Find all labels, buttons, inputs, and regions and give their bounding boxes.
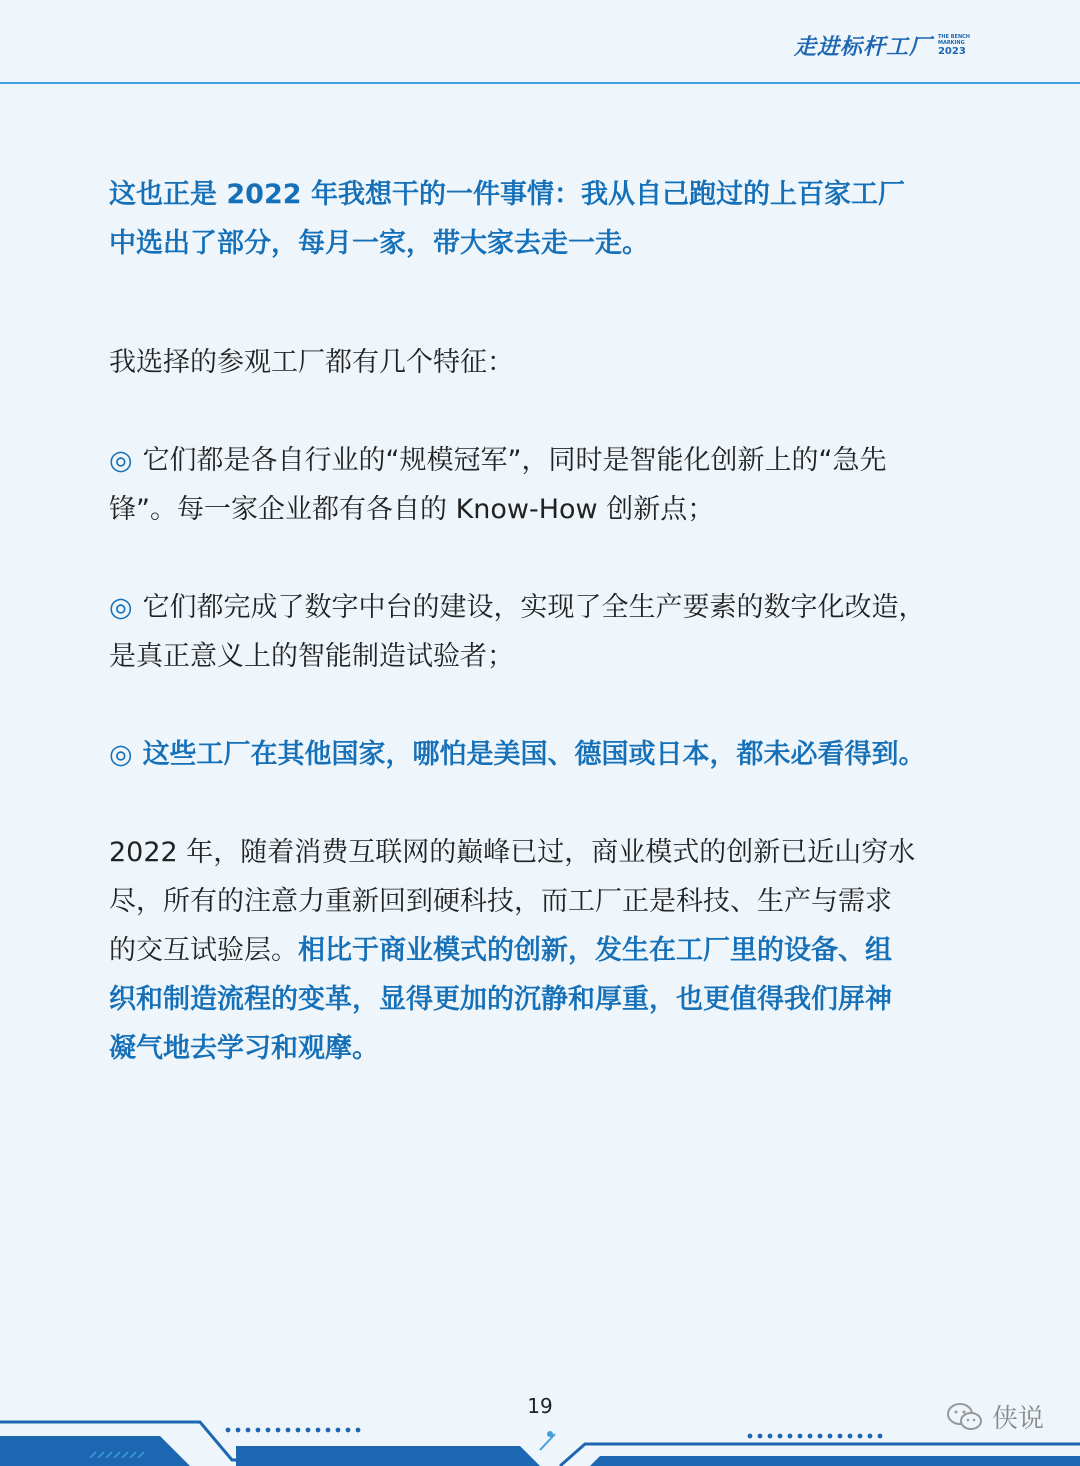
feature-line: 锋”。每一家企业都有各自的 Know-How 创新点；: [109, 494, 715, 525]
closing-line: 尽，所有的注意力重新回到硬科技，而工厂正是科技、生产与需求: [109, 886, 892, 917]
feature-line: 它们都是各自行业的“规模冠军”，同时是智能化创新上的“急先: [142, 445, 887, 476]
closing-highlight: 相比于商业模式的创新，发生在工厂里的设备、组: [298, 935, 892, 966]
closing-highlight: 织和制造流程的变革，显得更加的沉静和厚重，也更值得我们屏神: [109, 984, 892, 1015]
feature-item: [109, 583, 979, 681]
wechat-icon: [946, 1402, 984, 1432]
logo-subtext: [938, 34, 970, 57]
header-divider: [0, 82, 1080, 84]
logo-year: 2023: [937, 46, 966, 57]
brand-logo: [794, 30, 970, 61]
bullet-icon: ◎: [109, 445, 133, 476]
features-title: 我选择的参观工厂都有几个特征：: [109, 347, 514, 378]
footer-decoration: [0, 1400, 1080, 1466]
logo-sub-line: MARKING: [937, 40, 965, 46]
feature-line: 它们都完成了数字中台的建设，实现了全生产要素的数字化改造，: [142, 592, 926, 623]
logo-sub-line: THE BENCH: [937, 34, 970, 40]
closing-highlight: 凝气地去学习和观摩。: [109, 1033, 379, 1064]
bullet-icon: ◎: [109, 739, 133, 770]
intro-line: 中选出了部分，每月一家，带大家去走一走。: [109, 228, 649, 259]
page-number: 19: [527, 1394, 553, 1418]
watermark: [946, 1398, 1044, 1435]
closing-paragraph: [109, 828, 979, 1073]
intro-line: 这也正是 2022 年我想干的一件事情：我从自己跑过的上百家工厂: [109, 179, 905, 210]
watermark-text: 侠说: [991, 1404, 1044, 1434]
feature-item-highlight: [109, 730, 979, 779]
page-header: [0, 0, 1080, 84]
closing-line: 2022 年，随着消费互联网的巅峰已过，商业模式的创新已近山穷水: [109, 837, 916, 868]
closing-line: 的交互试验层。: [109, 935, 298, 966]
intro-paragraph: [109, 170, 979, 268]
article-body: [109, 170, 979, 1073]
feature-item: [109, 436, 979, 534]
feature-line: 这些工厂在其他国家，哪怕是美国、德国或日本，都未必看得到。: [142, 739, 926, 770]
bullet-icon: ◎: [109, 592, 133, 623]
logo-main-text: 走进标杆工厂: [793, 35, 932, 60]
feature-line: 是真正意义上的智能制造试验者；: [109, 641, 514, 672]
